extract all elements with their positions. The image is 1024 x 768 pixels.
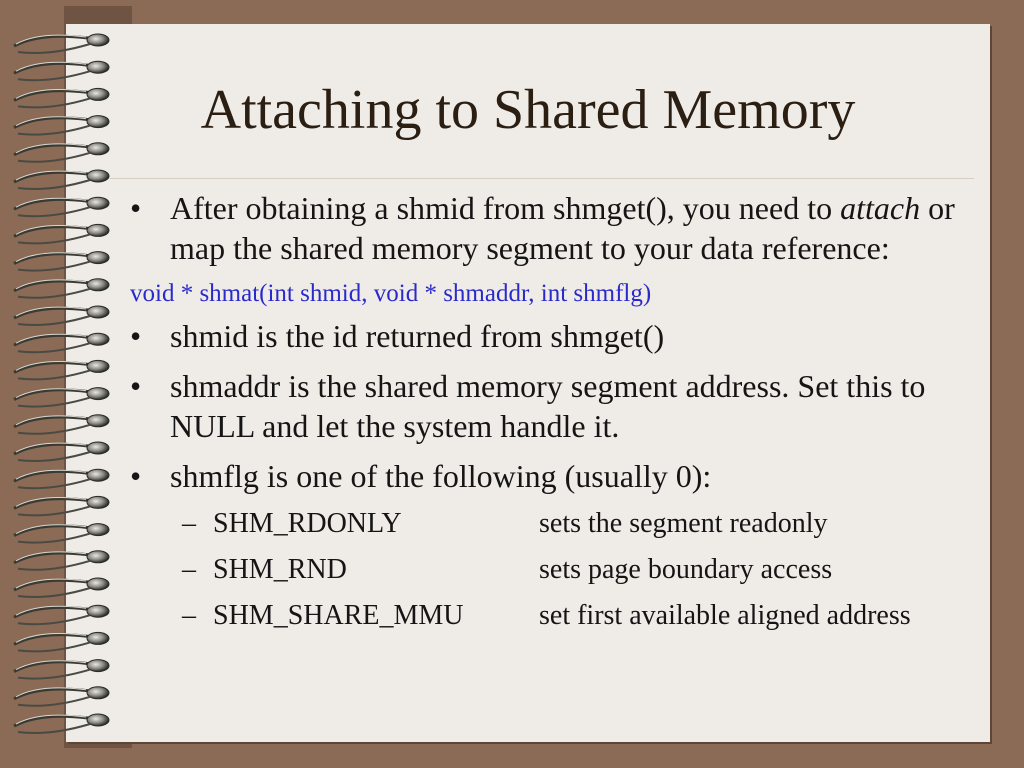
flag-item-rnd [130, 552, 970, 588]
flag-name: SHM_RDONLY [213, 508, 402, 539]
bullet-marker: • [130, 318, 142, 354]
spiral-ring [87, 551, 109, 563]
spiral-wire [14, 145, 88, 155]
spiral-ring [87, 143, 109, 155]
spiral-ring [87, 660, 109, 672]
spiral-wire [14, 499, 88, 509]
code-signature: void * shmat(int shmid, void * shmaddr, int shmflg) [130, 280, 652, 307]
spiral-wire [14, 417, 88, 427]
spiral-wire [14, 444, 88, 454]
flag-description: sets the segment readonly [539, 508, 828, 539]
spiral-wire [18, 234, 90, 243]
bullet-marker: • [130, 458, 142, 494]
spiral-ring [87, 34, 109, 46]
spiral-ring [87, 252, 109, 264]
slide-body [130, 188, 970, 644]
spiral-wire [18, 452, 90, 461]
spiral-ring [87, 170, 109, 182]
spiral-ring [87, 360, 109, 372]
spiral-ring [87, 415, 109, 427]
flag-item-rdonly [130, 506, 970, 542]
spiral-wire [18, 343, 90, 352]
spiral-wire [14, 390, 88, 400]
spiral-ring [87, 496, 109, 508]
spiral-ring [87, 442, 109, 454]
spiral-wire [14, 471, 88, 481]
spiral-ring [87, 306, 109, 318]
spiral-wire [18, 180, 90, 189]
spiral-wire [14, 199, 88, 209]
spiral-wire [14, 281, 88, 291]
slide-title: Attaching to Shared Memory [200, 79, 856, 141]
spiral-wire [18, 724, 90, 733]
spiral-wire [14, 63, 88, 73]
flag-description: sets page boundary access [539, 554, 833, 585]
spiral-wire [14, 526, 88, 536]
spiral-ring [87, 578, 109, 590]
spiral-wire [18, 670, 90, 679]
spiral-wire [14, 254, 88, 264]
spiral-wire [18, 262, 90, 271]
spiral-wire [14, 36, 88, 46]
bullet-marker: • [130, 368, 142, 404]
spiral-wire [18, 316, 90, 325]
bullet-shmid: • shmid is the id returned from shmget() [130, 318, 665, 354]
spiral-wire [18, 588, 90, 597]
spiral-wire [14, 607, 88, 617]
spiral-ring [87, 469, 109, 481]
spiral-ring [87, 687, 109, 699]
bullet-marker: • [130, 190, 142, 226]
spiral-wire [18, 615, 90, 624]
spiral-wire [18, 642, 90, 651]
bullet-shmflg: • shmflg is one of the following (usually 0): [130, 458, 712, 494]
flag-item-share-mmu [130, 598, 970, 634]
spiral-ring [87, 388, 109, 400]
spiral-wire [18, 289, 90, 298]
spiral-wire [18, 425, 90, 434]
sub-bullet-marker: – [182, 554, 196, 585]
emphasis-attach: attach [840, 190, 921, 226]
spiral-ring [87, 61, 109, 73]
flag-description: set first available aligned address [539, 600, 911, 631]
flag-name: SHM_RND [213, 554, 347, 585]
sub-bullet-marker: – [182, 600, 196, 631]
spiral-wire [18, 697, 90, 706]
spiral-wire [18, 561, 90, 570]
spiral-wire [18, 207, 90, 216]
bullet-shmaddr: • shmaddr is the shared memory segment address. Set this to NULL and let the system handle it. [130, 368, 926, 444]
spiral-ring [87, 524, 109, 536]
flag-name: SHM_SHARE_MMU [213, 600, 464, 631]
spiral-wire [14, 662, 88, 672]
spiral-ring [87, 279, 109, 291]
spiral-wire [18, 479, 90, 488]
spiral-ring [87, 714, 109, 726]
spiral-wire [14, 335, 88, 345]
spiral-wire [14, 689, 88, 699]
spiral-wire [14, 227, 88, 237]
spiral-wire [18, 398, 90, 407]
spiral-wire [18, 506, 90, 515]
spiral-wire [14, 308, 88, 318]
spiral-wire [14, 635, 88, 645]
spiral-wire [14, 363, 88, 373]
spiral-ring [87, 333, 109, 345]
spiral-ring [87, 605, 109, 617]
title-divider [110, 178, 974, 179]
spiral-wire [14, 553, 88, 563]
sub-bullet-marker: – [182, 508, 196, 539]
spiral-wire [18, 370, 90, 379]
spiral-ring [87, 632, 109, 644]
bullet-attach: • After obtaining a shmid from shmget(), you need to attach or map the shared memory segment to your data reference: [130, 190, 955, 266]
spiral-ring [87, 197, 109, 209]
spiral-wire [18, 534, 90, 543]
spiral-wire [18, 44, 90, 53]
spiral-wire [14, 716, 88, 726]
spiral-ring [87, 224, 109, 236]
spiral-wire [14, 580, 88, 590]
spiral-wire [14, 172, 88, 182]
spiral-wire [18, 153, 90, 162]
